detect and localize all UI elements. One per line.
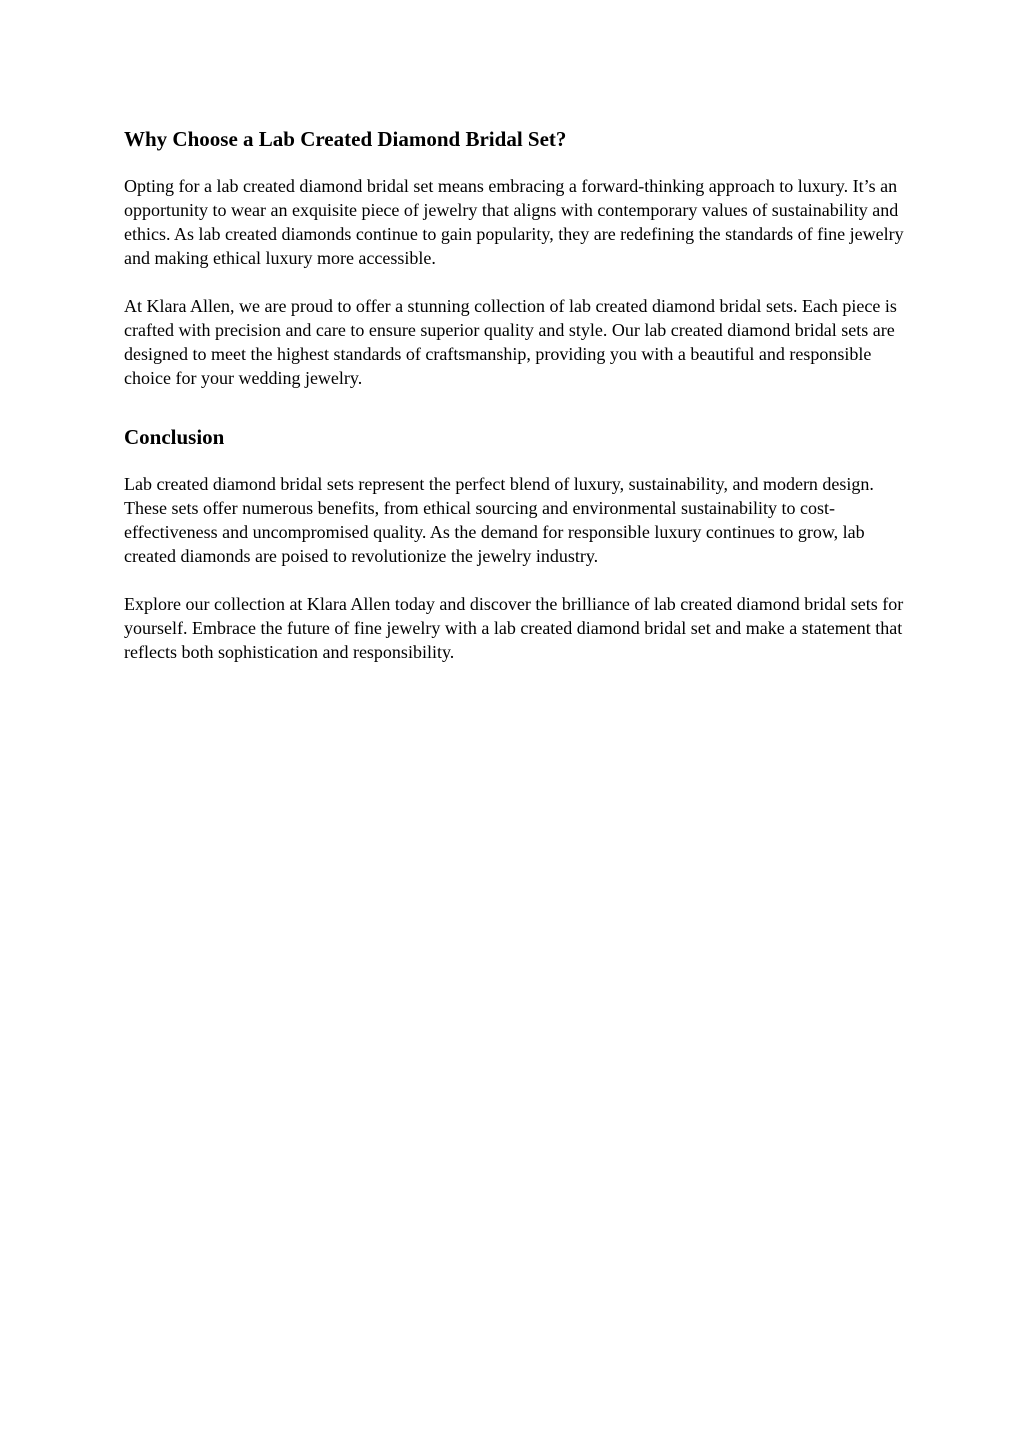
document-body — [124, 126, 914, 664]
paragraph-klara-allen-offer: At Klara Allen, we are proud to offer a stunning collection of lab created diamond bridal sets. Each piece is crafted with precision and care to ensure superior quality and style. Our lab created diamond bridal sets are designed to meet the highest standards of craftsmanship, providing you with a beautiful and responsible choice for your wedding jewelry. — [124, 296, 897, 388]
section-heading-why-choose: Why Choose a Lab Created Diamond Bridal Set? — [124, 127, 567, 151]
section-heading-conclusion: Conclusion — [124, 425, 225, 449]
paragraph-perfect-blend: Lab created diamond bridal sets represent the perfect blend of luxury, sustainability, and modern design. These sets offer numerous benefits, from ethical sourcing and environmental sustainability to cost-effectiveness and uncompromised quality. As the demand for responsible luxury continues to grow, lab created diamonds are poised to revolutionize the jewelry industry. — [124, 474, 874, 566]
paragraph-explore-collection: Explore our collection at Klara Allen today and discover the brilliance of lab created diamond bridal sets for yourself. Embrace the future of fine jewelry with a lab created diamond bridal set and make a statement that reflects both sophistication and responsibility. — [124, 594, 904, 662]
paragraph-forward-thinking: Opting for a lab created diamond bridal set means embracing a forward-thinking approach to luxury. It’s an opportunity to wear an exquisite piece of jewelry that aligns with contemporary values of sustainability and ethics. As lab created diamonds continue to gain popularity, they are redefining the standards of fine jewelry and making ethical luxury more accessible. — [124, 176, 904, 268]
